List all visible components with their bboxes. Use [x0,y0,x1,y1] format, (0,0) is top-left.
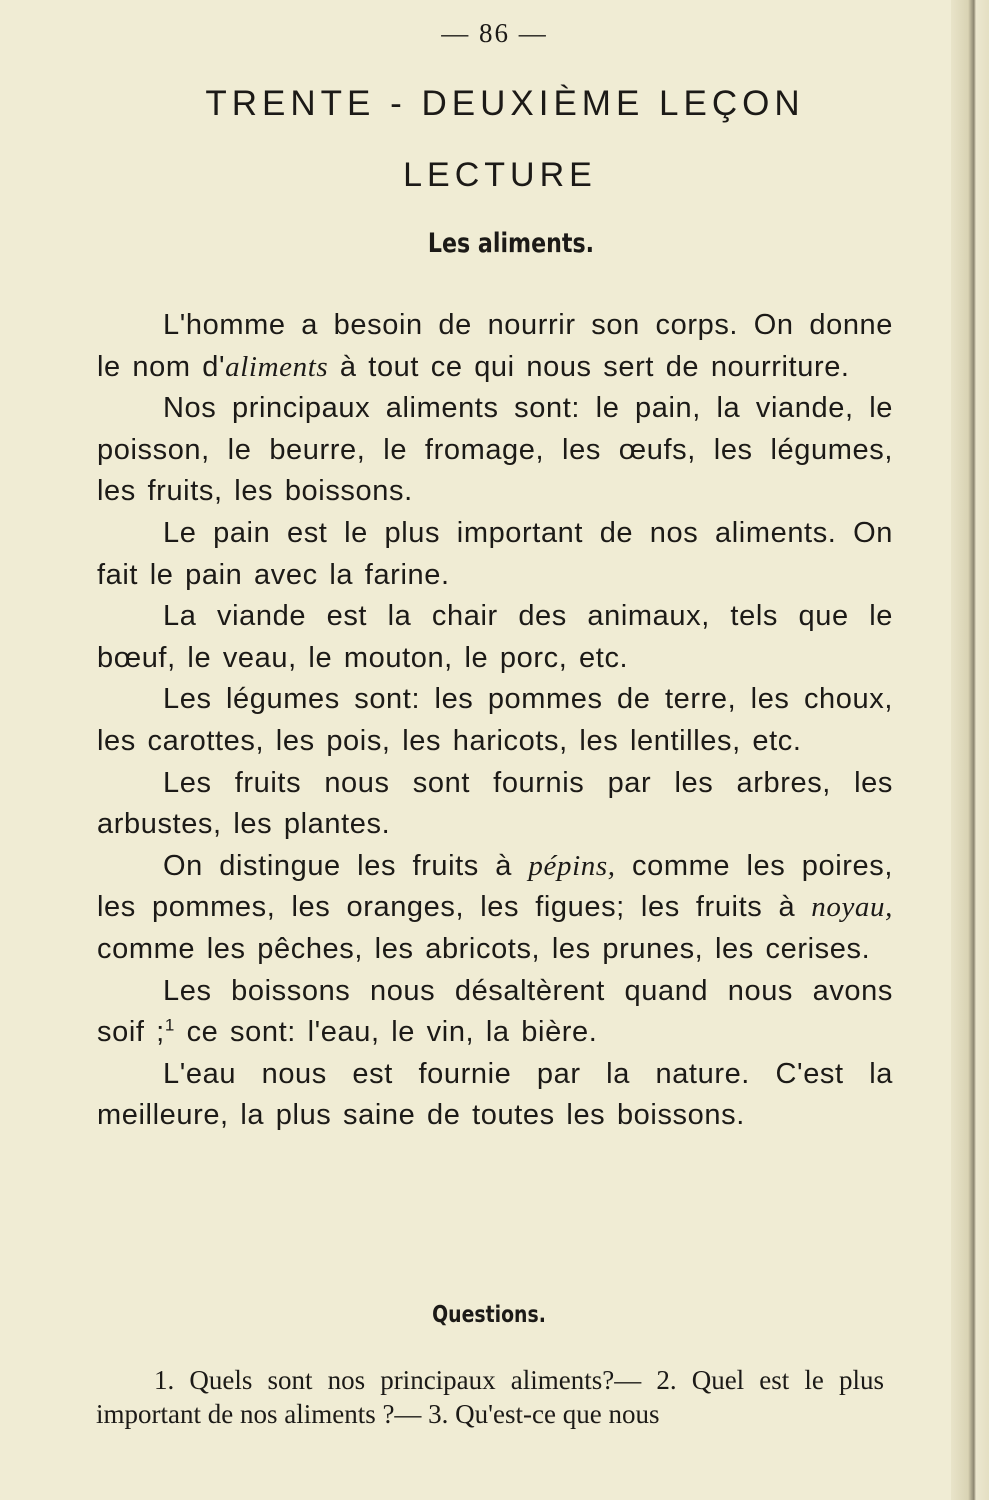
paragraph: La viande est la chair des animaux, tels que le bœuf, le veau, le mouton, le porc, etc. [97,600,893,674]
paragraph: L'homme a besoin de nourrir son corps. On donne le nom d'aliments à tout ce qui nous sert de nourriture. [97,309,893,383]
section-label: LECTURE [403,156,597,194]
reading-heading: Les aliments. [427,228,595,259]
questions-text: 1. Quels sont nos principaux aliments?— 2. Quel est le plus important de nos aliments ?— 3. Qu'est-ce que nous [96,1365,884,1429]
paragraph: Les boissons nous désaltèrent quand nous avons soif ;$^1$ ce sont: l'eau, le vin, la bière. [97,974,893,1049]
paragraph: Le pain est le plus important de nos aliments. On fait le pain avec la farine. [97,516,893,591]
questions-heading: Questions. [432,1302,546,1328]
footnote-marker: 1 [164,1015,175,1035]
lesson-title: TRENTE - DEUXIÈME LEÇON [205,84,805,123]
paragraph: Nos principaux aliments sont: le pain, la viande, le poisson, le beurre, le fromage, les œufs, les légumes, les fruits, les boissons. [97,392,893,508]
paragraph: Les fruits nous sont fournis par les arbres, les arbustes, les plantes. [97,766,893,841]
page-edge [951,0,989,1500]
paragraph: Les légumes sont: les pommes de terre, les choux, les carottes, les pois, les haricots, les lentilles, etc. [97,683,893,757]
reading-text [97,305,893,1137]
paragraph: L'eau nous est fournie par la nature. C'est la meilleure, la plus saine de toutes les boissons. [97,1057,893,1132]
page-number: — 86 — [441,18,548,48]
paragraph: On distingue les fruits à pépins, comme les poires, les pommes, les oranges, les figues; les fruits à noyau, comme les pêches, les abricots, les prunes, les cerises. [97,849,893,965]
